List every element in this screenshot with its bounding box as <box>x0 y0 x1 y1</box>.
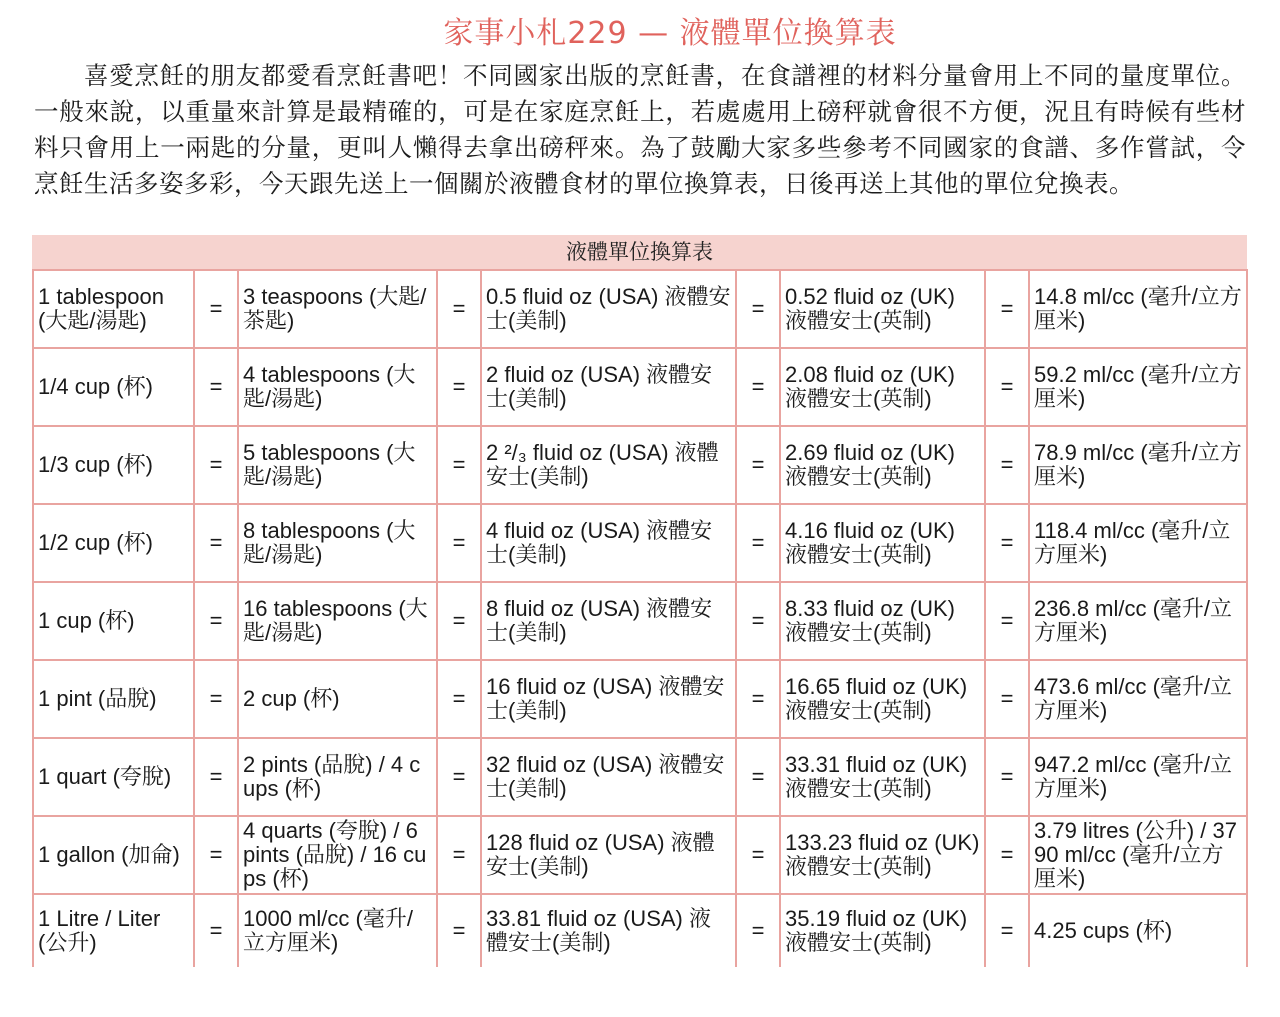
us-fluid-oz-cell: 0.5 fluid oz (USA) 液體安士(美制) <box>481 270 736 348</box>
equals-sign: = <box>736 660 780 738</box>
sub-unit-cell: 1000 ml/cc (毫升/立方厘米) <box>238 894 437 967</box>
equals-sign: = <box>437 738 481 816</box>
metric-cell: 3.79 litres (公升) / 3790 ml/cc (毫升/立方厘米) <box>1029 816 1247 894</box>
sub-unit-cell: 16 tablespoons (大匙/湯匙) <box>238 582 437 660</box>
metric-cell: 473.6 ml/cc (毫升/立方厘米) <box>1029 660 1247 738</box>
equals-sign: = <box>985 270 1029 348</box>
equals-sign: = <box>985 504 1029 582</box>
equals-sign: = <box>437 348 481 426</box>
metric-cell: 78.9 ml/cc (毫升/立方厘米) <box>1029 426 1247 504</box>
uk-fluid-oz-cell: 33.31 fluid oz (UK) 液體安士(英制) <box>780 738 985 816</box>
equals-sign: = <box>985 348 1029 426</box>
us-fluid-oz-cell: 2 ²/₃ fluid oz (USA) 液體安士(美制) <box>481 426 736 504</box>
uk-fluid-oz-cell: 2.08 fluid oz (UK) 液體安士(英制) <box>780 348 985 426</box>
sub-unit-cell: 2 cup (杯) <box>238 660 437 738</box>
table-row <box>33 816 1247 894</box>
equals-sign: = <box>194 582 238 660</box>
equals-sign: = <box>194 816 238 894</box>
equals-sign: = <box>437 660 481 738</box>
us-fluid-oz-cell: 4 fluid oz (USA) 液體安士(美制) <box>481 504 736 582</box>
uk-fluid-oz-cell: 35.19 fluid oz (UK) 液體安士(英制) <box>780 894 985 967</box>
uk-fluid-oz-cell: 0.52 fluid oz (UK) 液體安士(英制) <box>780 270 985 348</box>
equals-sign: = <box>194 504 238 582</box>
metric-cell: 4.25 cups (杯) <box>1029 894 1247 967</box>
equals-sign: = <box>194 348 238 426</box>
metric-cell: 236.8 ml/cc (毫升/立方厘米) <box>1029 582 1247 660</box>
us-fluid-oz-cell: 16 fluid oz (USA) 液體安士(美制) <box>481 660 736 738</box>
equals-sign: = <box>194 738 238 816</box>
metric-cell: 14.8 ml/cc (毫升/立方厘米) <box>1029 270 1247 348</box>
equals-sign: = <box>985 426 1029 504</box>
unit-cell: 1/4 cup (杯) <box>33 348 194 426</box>
equals-sign: = <box>985 894 1029 967</box>
sub-unit-cell: 4 tablespoons (大匙/湯匙) <box>238 348 437 426</box>
us-fluid-oz-cell: 33.81 fluid oz (USA) 液體安士(美制) <box>481 894 736 967</box>
table-row <box>33 504 1247 582</box>
equals-sign: = <box>194 426 238 504</box>
equals-sign: = <box>985 582 1029 660</box>
equals-sign: = <box>194 660 238 738</box>
equals-sign: = <box>736 894 780 967</box>
unit-cell: 1 quart (夸脫) <box>33 738 194 816</box>
equals-sign: = <box>437 582 481 660</box>
equals-sign: = <box>736 348 780 426</box>
uk-fluid-oz-cell: 133.23 fluid oz (UK)液體安士(英制) <box>780 816 985 894</box>
page-title: 家事小札229 — 液體單位換算表 <box>443 16 897 51</box>
metric-cell: 59.2 ml/cc (毫升/立方厘米) <box>1029 348 1247 426</box>
uk-fluid-oz-cell: 16.65 fluid oz (UK) 液體安士(英制) <box>780 660 985 738</box>
equals-sign: = <box>736 738 780 816</box>
table-row <box>33 582 1247 660</box>
equals-sign: = <box>437 894 481 967</box>
metric-cell: 118.4 ml/cc (毫升/立方厘米) <box>1029 504 1247 582</box>
equals-sign: = <box>194 270 238 348</box>
equals-sign: = <box>437 270 481 348</box>
us-fluid-oz-cell: 2 fluid oz (USA) 液體安士(美制) <box>481 348 736 426</box>
uk-fluid-oz-cell: 8.33 fluid oz (UK) 液體安士(英制) <box>780 582 985 660</box>
us-fluid-oz-cell: 128 fluid oz (USA) 液體安士(美制) <box>481 816 736 894</box>
equals-sign: = <box>736 816 780 894</box>
sub-unit-cell: 8 tablespoons (大匙/湯匙) <box>238 504 437 582</box>
unit-cell: 1 gallon (加侖) <box>33 816 194 894</box>
equals-sign: = <box>985 660 1029 738</box>
metric-cell: 947.2 ml/cc (毫升/立方厘米) <box>1029 738 1247 816</box>
equals-sign: = <box>736 504 780 582</box>
us-fluid-oz-cell: 32 fluid oz (USA) 液體安士(美制) <box>481 738 736 816</box>
unit-cell: 1 Litre / Liter (公升) <box>33 894 194 967</box>
conversion-table <box>32 269 1248 967</box>
table-row <box>33 894 1247 967</box>
sub-unit-cell: 4 quarts (夸脫) / 6 pints (品脫) / 16 cups (杯) <box>238 816 437 894</box>
table-row <box>33 660 1247 738</box>
table-row <box>33 270 1247 348</box>
equals-sign: = <box>736 426 780 504</box>
sub-unit-cell: 5 tablespoons (大匙/湯匙) <box>238 426 437 504</box>
uk-fluid-oz-cell: 4.16 fluid oz (UK) 液體安士(英制) <box>780 504 985 582</box>
equals-sign: = <box>985 816 1029 894</box>
unit-cell: 1/3 cup (杯) <box>33 426 194 504</box>
equals-sign: = <box>437 426 481 504</box>
table-row <box>33 348 1247 426</box>
intro-paragraph: 喜愛烹飪的朋友都愛看烹飪書吧！不同國家出版的烹飪書，在食譜裡的材料分量會用上不同的量度單位。一般來說，以重量來計算是最精確的，可是在家庭烹飪上，若處處用上磅秤就會很不方便，況且有時候有些材料只會用上一兩匙的分量，更叫人懶得去拿出磅秤來。為了鼓勵大家多些參考不同國家的食譜、多作嘗試，令烹飪生活多姿多彩，今天跟先送上一個關於液體食材的單位換算表，日後再送上其他的單位兌換表。 <box>34 61 1246 198</box>
equals-sign: = <box>437 816 481 894</box>
table-row <box>33 738 1247 816</box>
sub-unit-cell: 3 teaspoons (大匙/茶匙) <box>238 270 437 348</box>
sub-unit-cell: 2 pints (品脫) / 4 cups (杯) <box>238 738 437 816</box>
uk-fluid-oz-cell: 2.69 fluid oz (UK) 液體安士(英制) <box>780 426 985 504</box>
unit-cell: 1/2 cup (杯) <box>33 504 194 582</box>
table-row <box>33 426 1247 504</box>
equals-sign: = <box>985 738 1029 816</box>
unit-cell: 1 pint (品脫) <box>33 660 194 738</box>
equals-sign: = <box>194 894 238 967</box>
unit-cell: 1 tablespoon (大匙/湯匙) <box>33 270 194 348</box>
table-caption: 液體單位換算表 <box>32 235 1247 269</box>
unit-cell: 1 cup (杯) <box>33 582 194 660</box>
equals-sign: = <box>736 582 780 660</box>
equals-sign: = <box>736 270 780 348</box>
equals-sign: = <box>437 504 481 582</box>
us-fluid-oz-cell: 8 fluid oz (USA) 液體安士(美制) <box>481 582 736 660</box>
